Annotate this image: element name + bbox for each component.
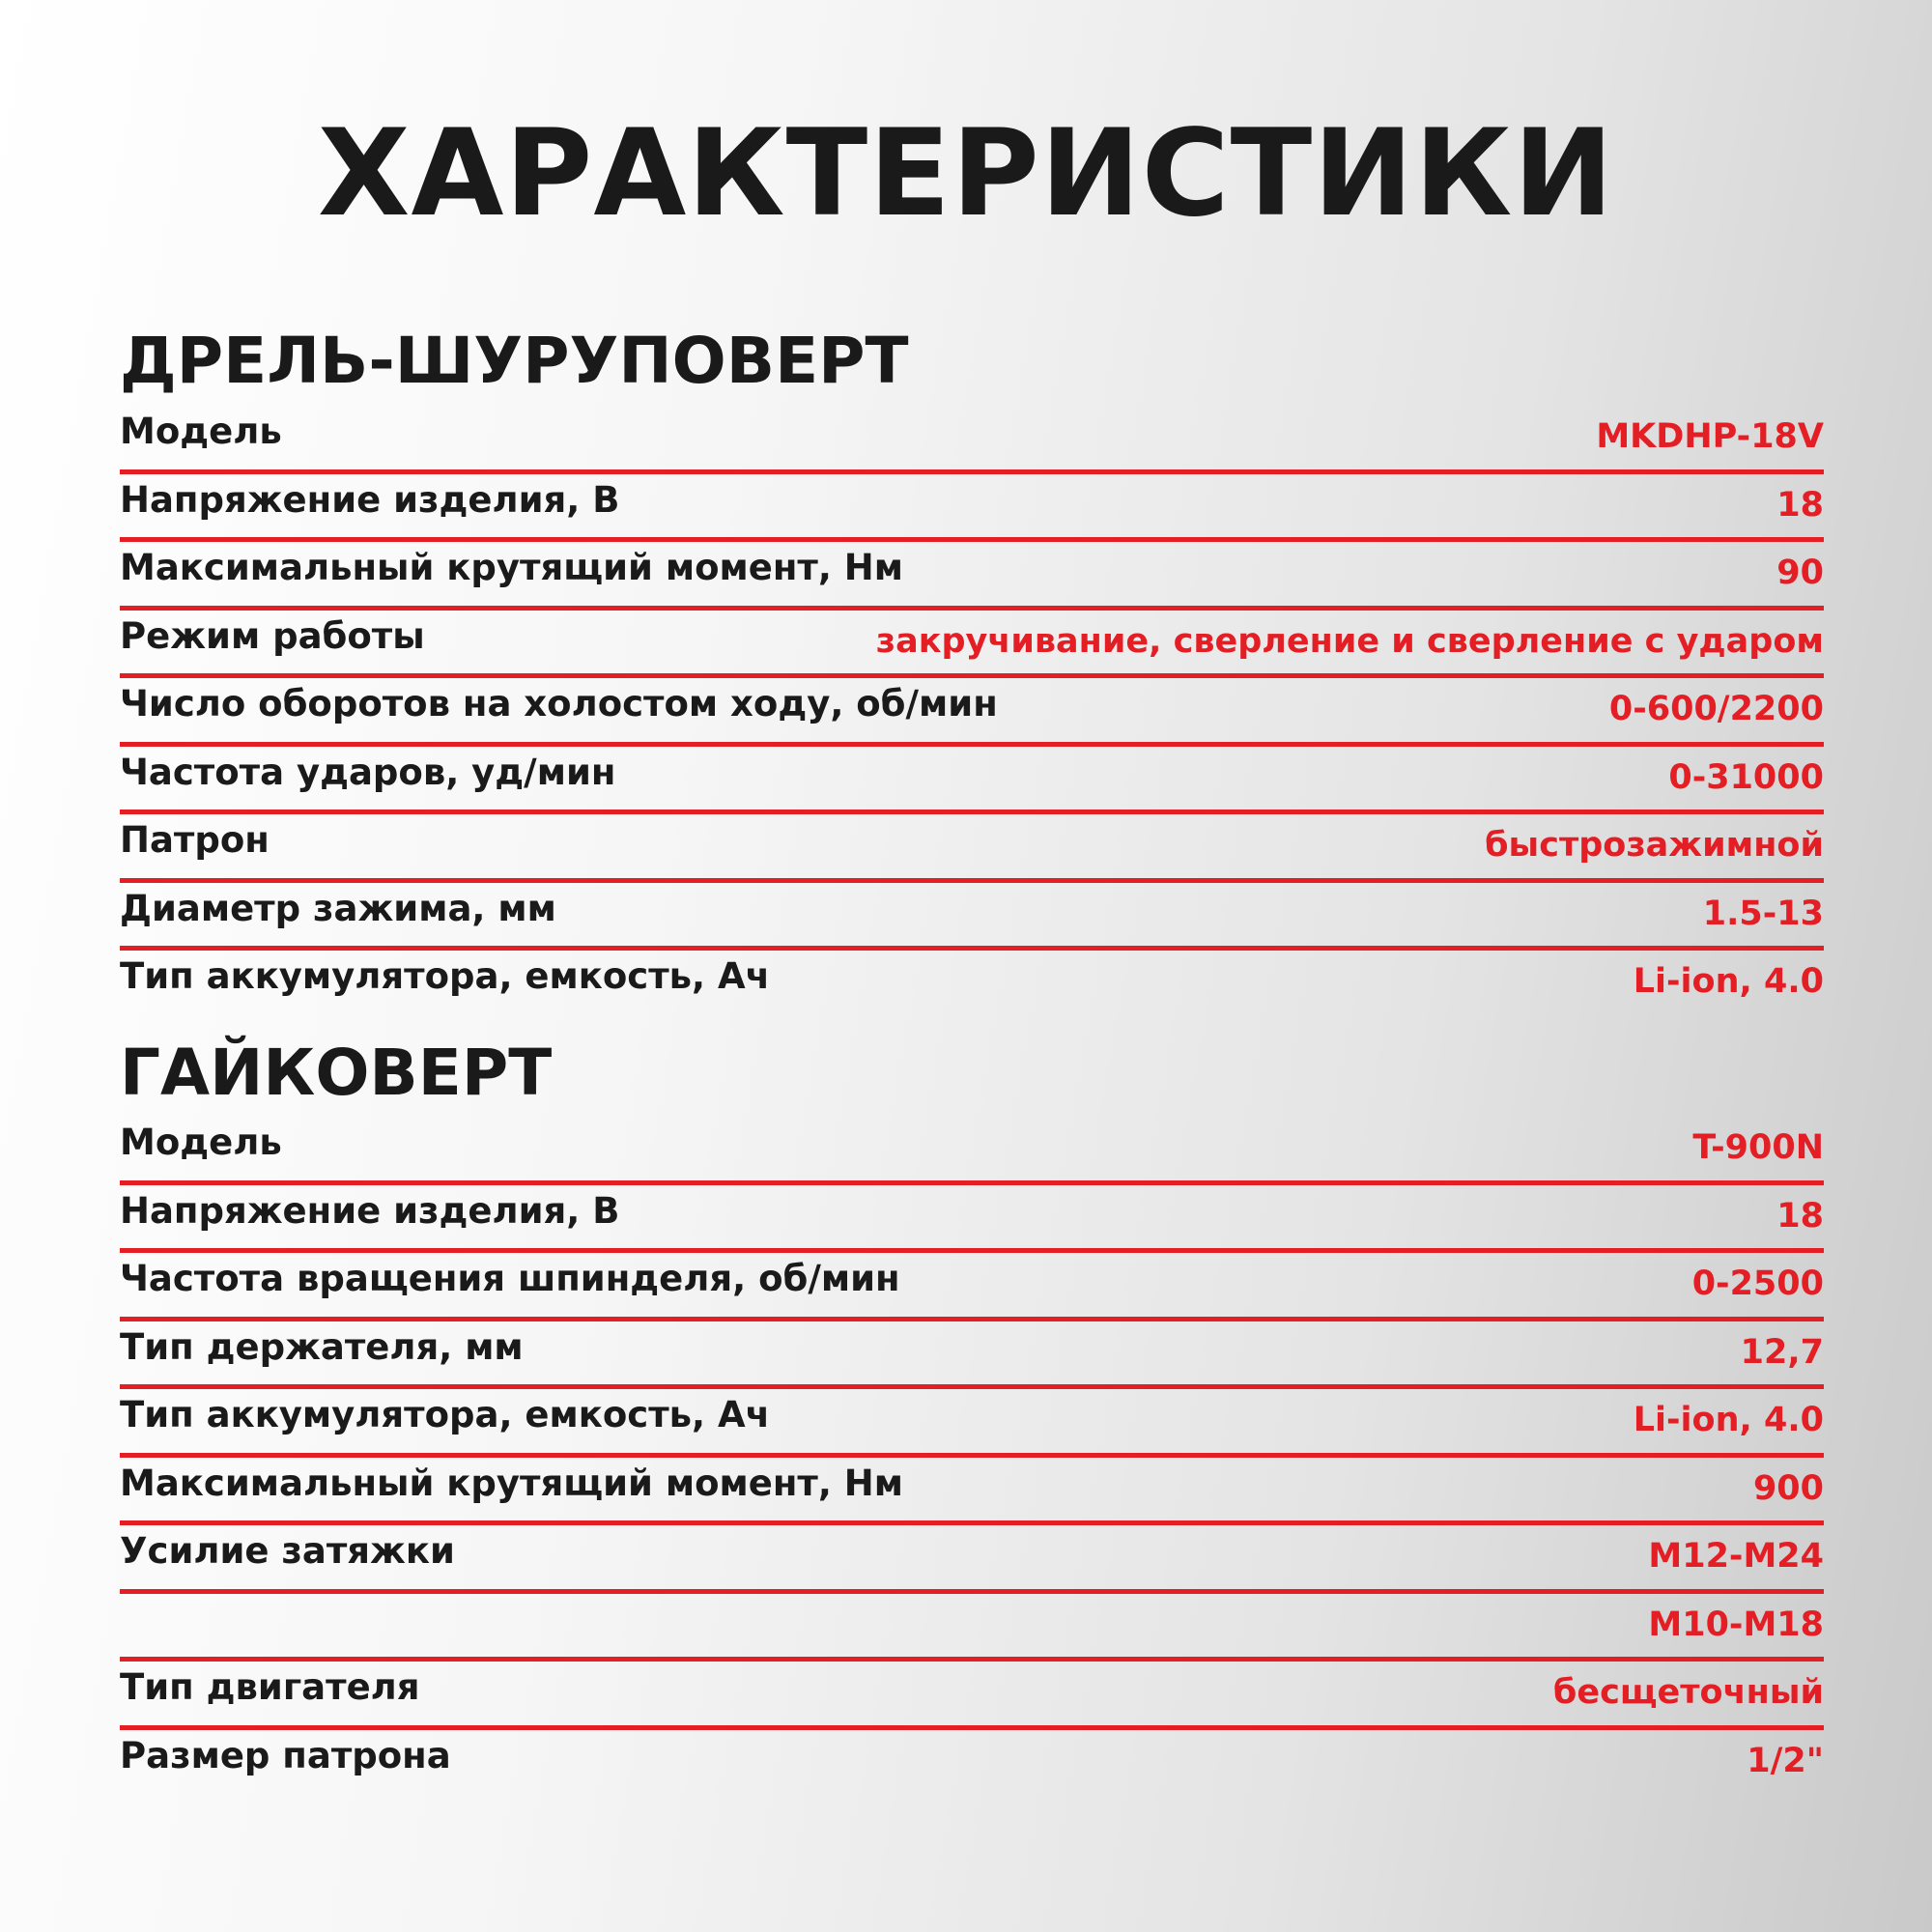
spec-label: Максимальный крутящий момент, Нм xyxy=(120,1462,904,1504)
spec-value: T-900N xyxy=(1692,1128,1824,1167)
spec-label: Напряжение изделия, В xyxy=(120,478,620,521)
spec-label: Диаметр зажима, мм xyxy=(120,887,556,929)
spec-label: Патрон xyxy=(120,819,270,861)
table-row xyxy=(120,1321,1824,1390)
spec-value: 1.5-13 xyxy=(1702,894,1824,933)
spec-value: быстрозажимной xyxy=(1485,826,1824,865)
table-row xyxy=(120,1253,1824,1321)
spec-label: Размер патрона xyxy=(120,1734,451,1776)
spec-value: Li-ion, 4.0 xyxy=(1633,962,1824,1001)
spec-value: M10-M18 xyxy=(1648,1605,1824,1644)
spec-table-drill xyxy=(120,406,1824,1019)
spec-label: Тип двигателя xyxy=(120,1666,420,1708)
spec-label: Режим работы xyxy=(120,614,425,657)
spec-value: MKDHP-18V xyxy=(1596,417,1824,456)
table-row xyxy=(120,1525,1824,1594)
spec-label: Тип аккумулятора, емкость, Ач xyxy=(120,955,771,997)
table-row xyxy=(120,1458,1824,1526)
spec-value: закручивание, сверление и сверление с ударом xyxy=(875,621,1824,661)
table-row xyxy=(120,1594,1824,1662)
spec-value: 900 xyxy=(1752,1468,1824,1508)
page-title: ХАРАКТЕРИСТИКИ xyxy=(317,104,1615,243)
spec-value: 90 xyxy=(1776,554,1824,592)
spec-value: 0-600/2200 xyxy=(1608,690,1824,728)
spec-label: Модель xyxy=(120,1122,282,1163)
table-row xyxy=(120,951,1824,1019)
spec-label: Частота ударов, уд/мин xyxy=(120,751,616,793)
spec-value: 12,7 xyxy=(1740,1332,1824,1372)
table-row xyxy=(120,1662,1824,1730)
table-row xyxy=(120,1389,1824,1458)
section-title-wrench: ГАЙКОВЕРТ xyxy=(120,1036,553,1110)
table-row xyxy=(120,1185,1824,1254)
table-row xyxy=(120,814,1824,883)
table-row xyxy=(120,747,1824,815)
spec-label: Частота вращения шпинделя, об/мин xyxy=(120,1258,900,1299)
table-row xyxy=(120,406,1824,474)
spec-value: бесщеточный xyxy=(1552,1673,1824,1712)
table-row xyxy=(120,542,1824,611)
spec-label: Модель xyxy=(120,411,282,452)
spec-value: 1/2" xyxy=(1747,1741,1824,1780)
spec-label: Тип держателя, мм xyxy=(120,1325,524,1368)
table-row xyxy=(120,1117,1824,1185)
spec-label: Напряжение изделия, В xyxy=(120,1189,620,1232)
spec-value: Li-ion, 4.0 xyxy=(1633,1401,1824,1439)
table-row xyxy=(120,1730,1824,1799)
spec-value: M12-M24 xyxy=(1648,1537,1824,1576)
spec-label: Максимальный крутящий момент, Нм xyxy=(120,547,904,588)
spec-value: 0-2500 xyxy=(1691,1264,1824,1303)
spec-value: 0-31000 xyxy=(1668,757,1824,797)
table-row xyxy=(120,611,1824,679)
spec-label: Усилие затяжки xyxy=(120,1530,455,1572)
spec-value: 18 xyxy=(1776,1196,1824,1236)
spec-label: Число оборотов на холостом ходу, об/мин xyxy=(120,683,998,724)
spec-value: 18 xyxy=(1776,485,1824,525)
spec-table-wrench xyxy=(120,1117,1824,1798)
table-row xyxy=(120,474,1824,543)
section-title-drill: ДРЕЛЬ-ШУРУПОВЕРТ xyxy=(120,324,909,398)
spec-label: Тип аккумулятора, емкость, Ач xyxy=(120,1394,771,1435)
table-row xyxy=(120,883,1824,952)
table-row xyxy=(120,678,1824,747)
